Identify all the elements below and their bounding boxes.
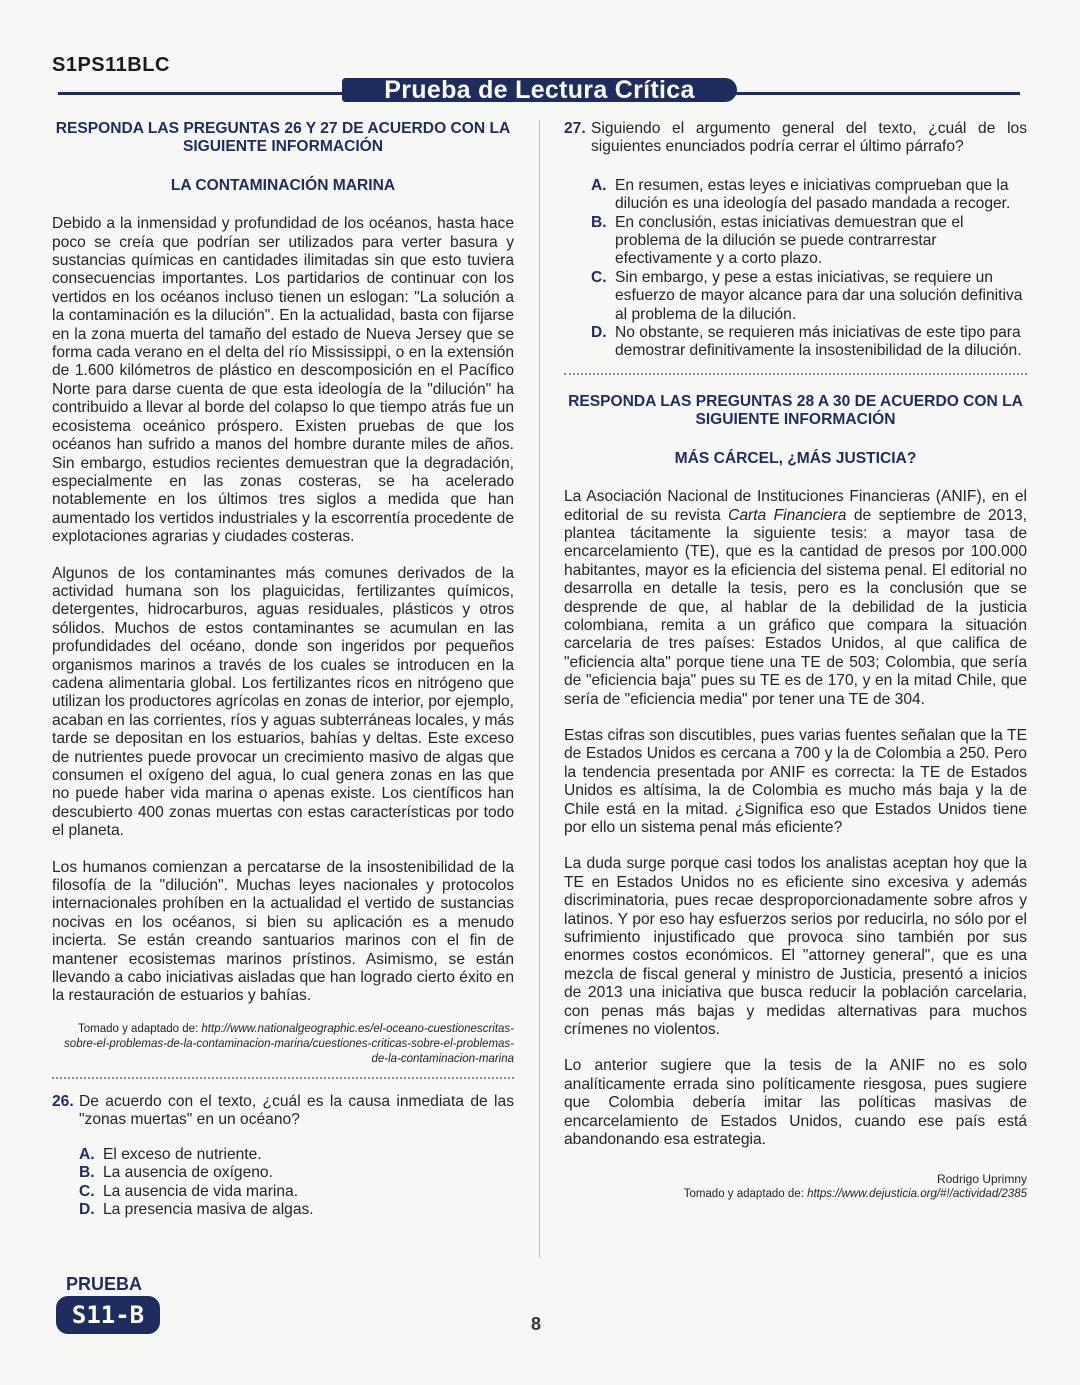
reading2-paragraph: Estas cifras son discutibles, pues varias fuentes señalan que la TE de Estados Unidos es cercana a 700 y la de Colombia a 250. Pero la tendencia presentada por ANIF es correcta: la TE de Estados Unidos es altísima, la de Colombia es mucho más baja y la de Chile está en la mitad. ¿Significa eso que Estados Unidos tiene por ello un sistema penal más eficiente? (564, 726, 1027, 836)
question-number: 26. (52, 1092, 74, 1110)
paragraph-text: La Asociación Nacional de Instituciones Financieras (ANIF), en el editorial de su revista (564, 488, 1027, 524)
option-text: El exceso de nutriente. (103, 1145, 262, 1163)
source-url: http://www.nationalgeographic.es/el-oceano-cuestionescritas-sobre-el-problemas-de-la-contaminacion-marina/cuestiones-criticas-sobre-el-problemas-de-la-contaminacion-marina (64, 1022, 514, 1065)
reading1-paragraph: Debido a la inmensidad y profundidad de los océanos, hasta hace poco se creía que podrían ser utilizados para verter basura y sustancias químicas en cantidades ilimitadas sin que esto tuviera consecuencias importantes. Los partidarios de continuar con los vertidos en los océanos incluso tienen un eslogan: "La solución a la contaminación es la dilución". En la actualidad, basta con fijarse en la zona muerta del tamaño del estado de Nueva Jersey que se forma cada verano en el delta del río Mississippi, o en la extensión de 1.600 kilómetros de plástico en descomposición en el Pacífico Norte para darse cuenta de que esta ideología de la "dilución" ha contribuido a llevar al borde del colapso lo que tiempo atrás fue un ecosistema oceánico próspero. Existen pruebas de que los océanos han sufrido a manos del hombre durante miles de años. Sin embargo, estudios recientes demuestran que la degradación, especialmente en las zonas costeras, se ha acelerado notablemente en los últimos tres siglos a medida que han aumentado los vertidos industriales y la escorrentía procedente de explotaciones agrarias y ciudades costeras. (52, 215, 514, 546)
option-d (79, 1201, 514, 1219)
reading1-paragraph: Los humanos comienzan a percatarse de la insostenibilidad de la filosofía de la "dilución". Muchas leyes nacionales y protocolos internacionales prohíben en la actualidad el vertido de sustancias nocivas en los océanos, si bien su aplicación es a menudo incierta. Se están creando santuarios marinos con el fin de mantener ecosistemas marinos prístinos. Asimismo, se están llevando a cabo iniciativas aisladas que han logrado cierto éxito en la restauración de estuarios y bahías. (52, 858, 514, 1005)
option-letter: A. (591, 176, 607, 194)
page-number: 8 (531, 1314, 542, 1334)
reading1-paragraph: Algunos de los contaminantes más comunes derivados de la actividad humana son los plaguicidas, fertilizantes químicos, detergentes, hidrocarburos, aguas residuales, plásticos y otros sólidos. Muchos de estos contaminantes se acumulan en las profundidades del océano, donde son ingeridos por pequeños organismos marinos a través de los cuales se introducen en la cadena alimentaria global. Los fertilizantes ricos en nitrógeno que utilizan los productores agrícolas en zonas de interior, por ejemplo, acaban en las corrientes, ríos y aguas subterráneas locales, y más tarde se depositan en los estuarios, bahías y deltas. Este exceso de nutrientes puede provocar un crecimiento masivo de algas que consumen el oxígeno del agua, lo cual genera zonas en las que no puede haber vida marina o apenas existe. Los científicos han descubierto 400 zonas muertas con estas características por todo el planeta. (52, 564, 515, 840)
reading-title-2: MÁS CÁRCEL, ¿MÁS JUSTICIA? (674, 449, 917, 467)
question-number: 27. (564, 120, 586, 137)
option-text: La ausencia de vida marina. (103, 1182, 299, 1200)
source-citation-1 (52, 1022, 514, 1067)
reading2-paragraph (564, 488, 1027, 709)
reading2-paragraph: La duda surge porque casi todos los analistas aceptan hoy que la TE en Estados Unidos no es eficiente sino excesiva y además discriminatoria, pues recae desproporcionadamente sobre afros y latinos. Y por eso hay esfuerzos serios por reducirla, no sólo por el sufrimiento injustificado que provoca sino también por sus enormes costos económicos. El "attorney general", que es una mezcla de fiscal general y ministro de Justicia, presentó a inicios de 2013 una iniciativa que busca reducir la población carcelaria, con penas más bajas y medidas alternativas para muchos crímenes no violentos. (564, 855, 1027, 1039)
author: Rodrigo Uprimny (936, 1171, 1027, 1186)
source-prefix: Tomado y adaptado de: (683, 1187, 808, 1200)
footer-label: PRUEBA (66, 1274, 143, 1294)
paragraph-text: de septiembre de 2013, plantea tácitamente la siguiente tesis: a mayor tasa de encarcelamiento (TE), que es la cantidad de presos por 100.000 habitantes, mayor es la eficiencia del sistema penal. El editorial no desarrolla en detalle la tesis, pero es la conclusión que se desprende de que, al hablar de la debilidad de la justicia colombiana, remita a un gráfico que compara la situación carcelaria de tres países: Estados Unidos, al que califica de "eficiencia alta" porque tiene una TE de 503; Colombia, que sería de "eficiencia baja" pues su TE es de 170, y en la mitad Chile, que sería de "eficiencia media" por tener una TE de 304. (564, 506, 1027, 708)
question-27 (564, 120, 1027, 157)
left-column (52, 120, 514, 1219)
reading-title-1: LA CONTAMINACIÓN MARINA (170, 176, 396, 194)
source-url: https://www.dejusticia.org/#!/actividad/2385 (807, 1187, 1027, 1200)
option-a (591, 177, 1027, 214)
option-letter: D. (79, 1200, 95, 1218)
magazine-name: Carta Financiera (728, 506, 847, 524)
question-text: Siguiendo el argumento general del texto, ¿cuál de los siguientes enunciados podría cerrar el último párrafo? (591, 120, 1027, 156)
question-26 (52, 1093, 514, 1130)
option-text: La ausencia de oxígeno. (103, 1164, 273, 1182)
dotted-separator (564, 373, 1027, 375)
instruction-28-30: RESPONDA LAS PREGUNTAS 28 A 30 DE ACUERDO CON LA SIGUIENTE INFORMACIÓN (568, 392, 1023, 429)
exam-code: S1PS11BLC (52, 54, 170, 76)
option-letter: A. (79, 1145, 95, 1163)
option-text: La presencia masiva de algas. (103, 1200, 314, 1218)
question-26-options (79, 1146, 514, 1220)
option-letter: D. (591, 324, 607, 342)
option-text: En resumen, estas leyes e iniciativas comprueban que la dilución es una ideología del pasado mandada a recoger. (615, 176, 1011, 213)
question-27-options (591, 177, 1027, 361)
dotted-separator (52, 1077, 514, 1079)
option-letter: C. (591, 268, 607, 286)
right-column (564, 120, 1027, 1202)
option-text: Sin embargo, y pese a estas iniciativas, se requiere un esfuerzo de mayor alcance para dar una solución definitiva al problema de la dilución. (615, 268, 1023, 323)
option-c (591, 269, 1027, 324)
option-letter: C. (79, 1182, 95, 1200)
option-a (79, 1146, 514, 1164)
reading2-paragraph: Lo anterior sugiere que la tesis de la ANIF no es solo analíticamente errada sino políticamente riesgosa, pues sugiere que Colombia debería imitar las políticas masivas de encarcelamiento de Estados Unidos, cuando ese país está abandonando esa estrategia. (564, 1057, 1027, 1149)
option-letter: B. (591, 213, 607, 231)
option-d (591, 324, 1027, 361)
option-b (79, 1164, 514, 1182)
source-prefix: Tomado y adaptado de: (78, 1022, 202, 1035)
option-text: En conclusión, estas iniciativas demuestran que el problema de la dilución se puede contrarrestar efectivamente y a corto plazo. (615, 213, 964, 268)
question-text: De acuerdo con el texto, ¿cuál es la causa inmediata de las "zonas muertas" en un océano? (79, 1092, 514, 1129)
instruction-26-27: RESPONDA LAS PREGUNTAS 26 Y 27 DE ACUERDO CON LA SIGUIENTE INFORMACIÓN (55, 120, 511, 156)
option-c (79, 1183, 514, 1201)
column-divider (539, 120, 540, 1258)
option-b (591, 214, 1027, 269)
option-letter: B. (79, 1164, 95, 1182)
section-banner: Prueba de Lectura Crítica (342, 78, 737, 102)
source-citation-2 (564, 1187, 1027, 1202)
option-text: No obstante, se requieren más iniciativas de este tipo para demostrar definitivamente la insostenibilidad de la dilución. (615, 324, 1022, 360)
test-badge: S11-B (56, 1296, 160, 1334)
